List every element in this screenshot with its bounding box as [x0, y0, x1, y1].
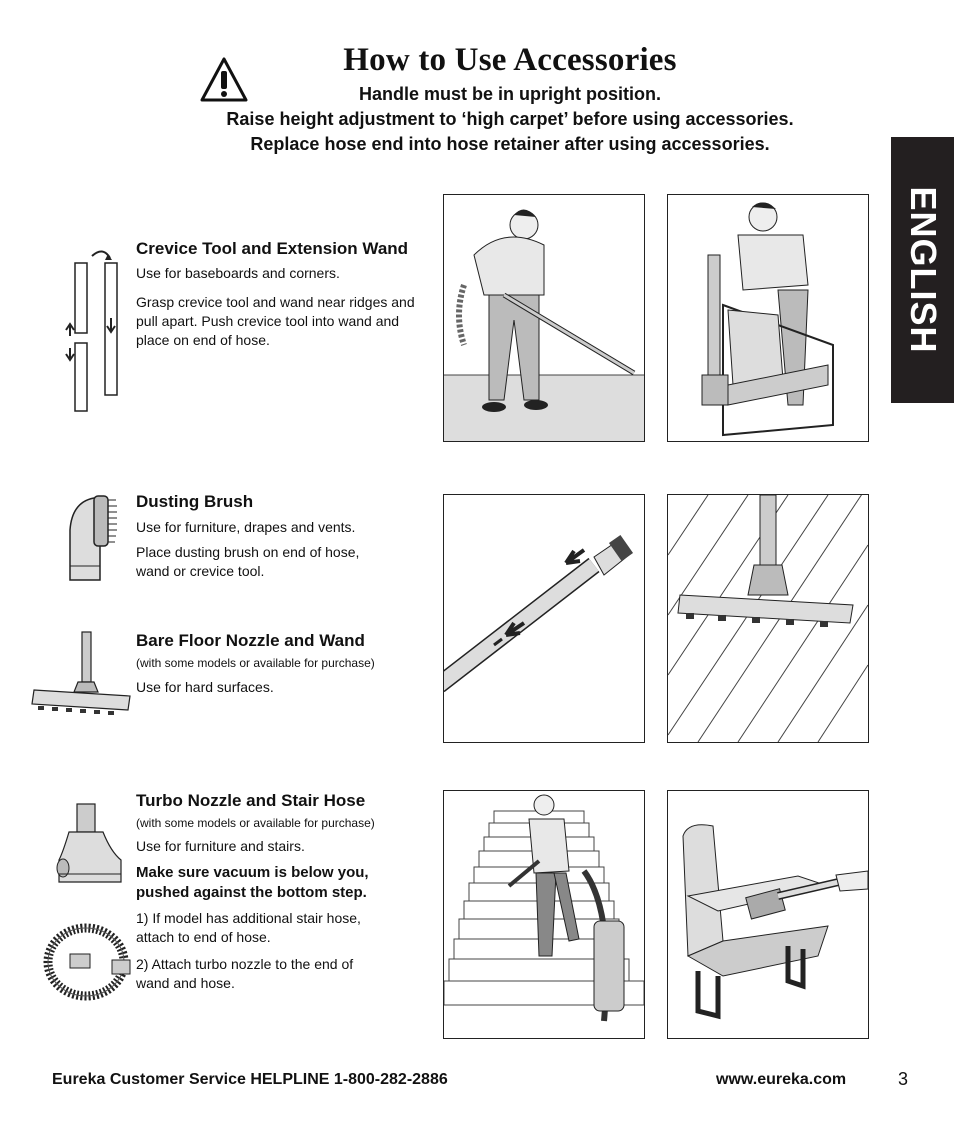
- turbo-nozzle-icon: [55, 802, 130, 892]
- crevice-tool-icon: [58, 248, 128, 418]
- header-line-3: Replace hose end into hose retainer after using accessories.: [250, 134, 770, 154]
- bare-floor-nozzle-icon: [30, 630, 135, 720]
- crevice-instructions: Grasp crevice tool and wand near ridges and pull apart. Push crevice tool into wand and place on end of hose.: [136, 294, 415, 348]
- language-tab-label: ENGLISH: [902, 186, 944, 354]
- turbo-title: Turbo Nozzle and Stair Hose: [136, 791, 366, 810]
- header-line-1: Handle must be in upright position.: [359, 84, 661, 104]
- illustration-stairs: [443, 790, 645, 1039]
- footer-helpline: Eureka Customer Service HELPLINE 1-800-282-2886: [52, 1071, 448, 1088]
- turbo-note: (with some models or available for purchase): [136, 816, 375, 830]
- illustration-dusting-attach: [443, 494, 645, 743]
- dusting-use: Use for furniture, drapes and vents.: [136, 519, 356, 535]
- crevice-use: Use for baseboards and corners.: [136, 265, 340, 281]
- crevice-title: Crevice Tool and Extension Wand: [136, 239, 409, 258]
- turbo-warning: Make sure vacuum is below you, pushed against the bottom step.: [136, 864, 369, 901]
- page-number: 3: [898, 1069, 909, 1089]
- dusting-instructions: Place dusting brush on end of hose, wand or crevice tool.: [136, 544, 360, 579]
- turbo-use: Use for furniture and stairs.: [136, 838, 305, 854]
- illustration-bare-floor: [667, 494, 869, 743]
- header-line-2: Raise height adjustment to ‘high carpet’ before using accessories.: [226, 109, 794, 129]
- turbo-step-2: 2) Attach turbo nozzle to the end of wand and hose.: [136, 956, 354, 991]
- bare-floor-title: Bare Floor Nozzle and Wand: [136, 631, 365, 650]
- page-title: How to Use Accessories: [343, 42, 677, 78]
- illustration-crevice-chair: [667, 194, 869, 442]
- dusting-brush-icon: [64, 490, 124, 585]
- stair-hose-icon: [42, 922, 137, 1002]
- illustration-turbo-chair: [667, 790, 869, 1039]
- turbo-step-1: 1) If model has additional stair hose, attach to end of hose.: [136, 910, 361, 945]
- bare-floor-note: (with some models or available for purchase): [136, 656, 375, 670]
- illustration-crevice-baseboard: [443, 194, 645, 442]
- footer-website-link[interactable]: www.eureka.com: [716, 1071, 847, 1088]
- language-tab: [891, 137, 954, 403]
- dusting-title: Dusting Brush: [136, 492, 254, 511]
- bare-floor-use: Use for hard surfaces.: [136, 679, 274, 695]
